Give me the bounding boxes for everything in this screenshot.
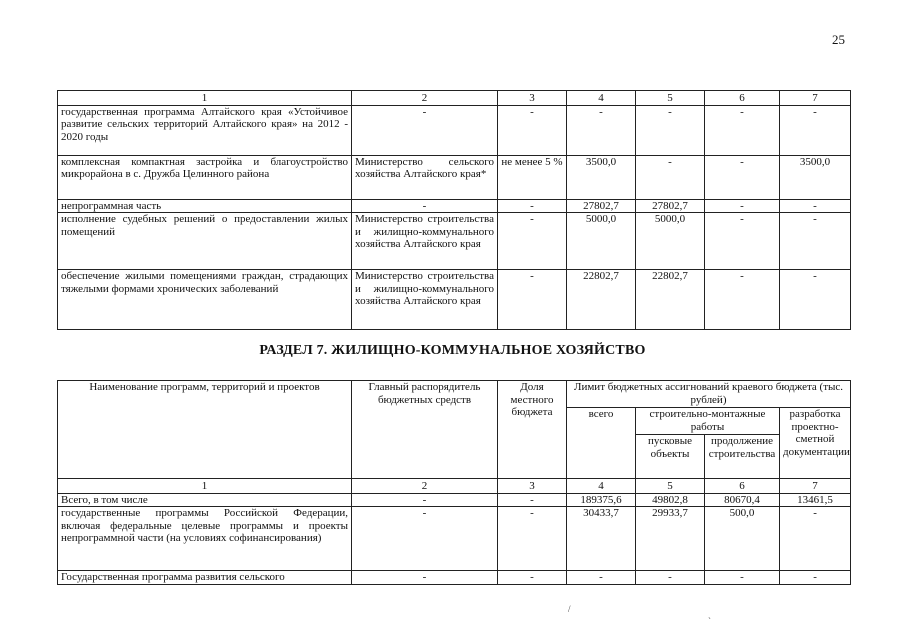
column-number-row <box>58 91 851 106</box>
continuing-value: - <box>705 105 780 155</box>
launch-value: 22802,7 <box>636 270 705 330</box>
header-limit: Лимит бюджетных ассигнований краевого бюджета (тыс. рублей) <box>567 381 851 408</box>
column-number: 6 <box>705 479 780 494</box>
section-title: РАЗДЕЛ 7. ЖИЛИЩНО-КОММУНАЛЬНОЕ ХОЗЯЙСТВО <box>259 343 646 358</box>
header-manager: Главный распорядитель бюджетных средств <box>352 381 498 479</box>
column-number-row <box>58 479 851 494</box>
program-name: непрограммная часть <box>58 199 352 213</box>
budget-table-section-7 <box>57 380 851 585</box>
design-value: 13461,5 <box>780 493 851 507</box>
column-number: 5 <box>636 479 705 494</box>
design-value: - <box>780 507 851 571</box>
budget-manager: Министерство сельского хозяйства Алтайского края* <box>352 155 498 199</box>
continuing-value: - <box>705 571 780 585</box>
column-number: 4 <box>567 479 636 494</box>
total-value: - <box>567 105 636 155</box>
budget-manager: - <box>352 507 498 571</box>
column-number: 3 <box>498 91 567 106</box>
column-number: 2 <box>352 91 498 106</box>
column-number: 7 <box>780 91 851 106</box>
continuing-value: 80670,4 <box>705 493 780 507</box>
budget-table-continued <box>57 90 851 330</box>
scan-artifact: ` <box>708 616 711 626</box>
program-name: государственная программа Алтайского края «Устойчивое развитие сельских территорий Алтайского края» на 2012 - 2020 годы <box>58 105 352 155</box>
continuing-value: - <box>705 155 780 199</box>
header-construction: строительно-монтажные работы <box>636 408 780 435</box>
local-share: - <box>498 105 567 155</box>
local-share: - <box>498 507 567 571</box>
launch-value: 29933,7 <box>636 507 705 571</box>
column-number: 4 <box>567 91 636 106</box>
header-design: разработка проектно-сметной документации <box>780 408 851 479</box>
local-share: - <box>498 493 567 507</box>
budget-manager: - <box>352 105 498 155</box>
header-launch: пусковые объекты <box>636 435 705 479</box>
design-value: - <box>780 105 851 155</box>
total-value: 22802,7 <box>567 270 636 330</box>
program-name: комплексная компактная застройка и благоустройство микрорайона в с. Дружба Целинного района <box>58 155 352 199</box>
design-value: - <box>780 213 851 270</box>
total-value: 5000,0 <box>567 213 636 270</box>
scan-artifact: / <box>568 604 571 614</box>
header-name: Наименование программ, территорий и проектов <box>58 381 352 479</box>
table-row <box>58 270 851 330</box>
table-row <box>58 571 851 585</box>
budget-manager: - <box>352 199 498 213</box>
budget-manager: Министерство строительства и жилищно-коммунального хозяйства Алтайского края <box>352 213 498 270</box>
design-value: 3500,0 <box>780 155 851 199</box>
total-value: 30433,7 <box>567 507 636 571</box>
header-total: всего <box>567 408 636 479</box>
total-value: - <box>567 571 636 585</box>
column-number: 1 <box>58 479 352 494</box>
program-name: Всего, в том числе <box>58 493 352 507</box>
table-row <box>58 199 851 213</box>
column-number: 1 <box>58 91 352 106</box>
launch-value: 5000,0 <box>636 213 705 270</box>
column-number: 5 <box>636 91 705 106</box>
header-local-share: Доля местного бюджета <box>498 381 567 479</box>
program-name: обеспечение жилыми помещениями граждан, страдающих тяжелыми формами хронических заболеваний <box>58 270 352 330</box>
page-number: 25 <box>832 32 845 47</box>
total-value: 27802,7 <box>567 199 636 213</box>
continuing-value: 500,0 <box>705 507 780 571</box>
local-share: - <box>498 571 567 585</box>
table-row <box>58 213 851 270</box>
program-name: исполнение судебных решений о предоставлении жилых помещений <box>58 213 352 270</box>
continuing-value: - <box>705 213 780 270</box>
budget-manager: Министерство строительства и жилищно-коммунального хозяйства Алтайского края <box>352 270 498 330</box>
launch-value: - <box>636 105 705 155</box>
column-number: 2 <box>352 479 498 494</box>
total-value: 3500,0 <box>567 155 636 199</box>
continuing-value: - <box>705 270 780 330</box>
budget-manager: - <box>352 571 498 585</box>
budget-manager: - <box>352 493 498 507</box>
local-share: - <box>498 213 567 270</box>
column-number: 3 <box>498 479 567 494</box>
design-value: - <box>780 270 851 330</box>
program-name: Государственная программа развития сельского <box>58 571 352 585</box>
program-name: государственные программы Российской Федерации, включая федеральные целевые программы и проекты непрограммной части (на условиях софинансирования) <box>58 507 352 571</box>
design-value: - <box>780 199 851 213</box>
design-value: - <box>780 571 851 585</box>
total-value: 189375,6 <box>567 493 636 507</box>
table-row <box>58 155 851 199</box>
local-share: - <box>498 199 567 213</box>
table-row <box>58 105 851 155</box>
column-number: 7 <box>780 479 851 494</box>
local-share: - <box>498 270 567 330</box>
column-number: 6 <box>705 91 780 106</box>
table-row <box>58 493 851 507</box>
header-row <box>58 381 851 408</box>
launch-value: - <box>636 571 705 585</box>
local-share: не менее 5 % <box>498 155 567 199</box>
launch-value: 49802,8 <box>636 493 705 507</box>
header-continuing: продолжение строительства <box>705 435 780 479</box>
launch-value: - <box>636 155 705 199</box>
continuing-value: - <box>705 199 780 213</box>
table-row <box>58 507 851 571</box>
launch-value: 27802,7 <box>636 199 705 213</box>
